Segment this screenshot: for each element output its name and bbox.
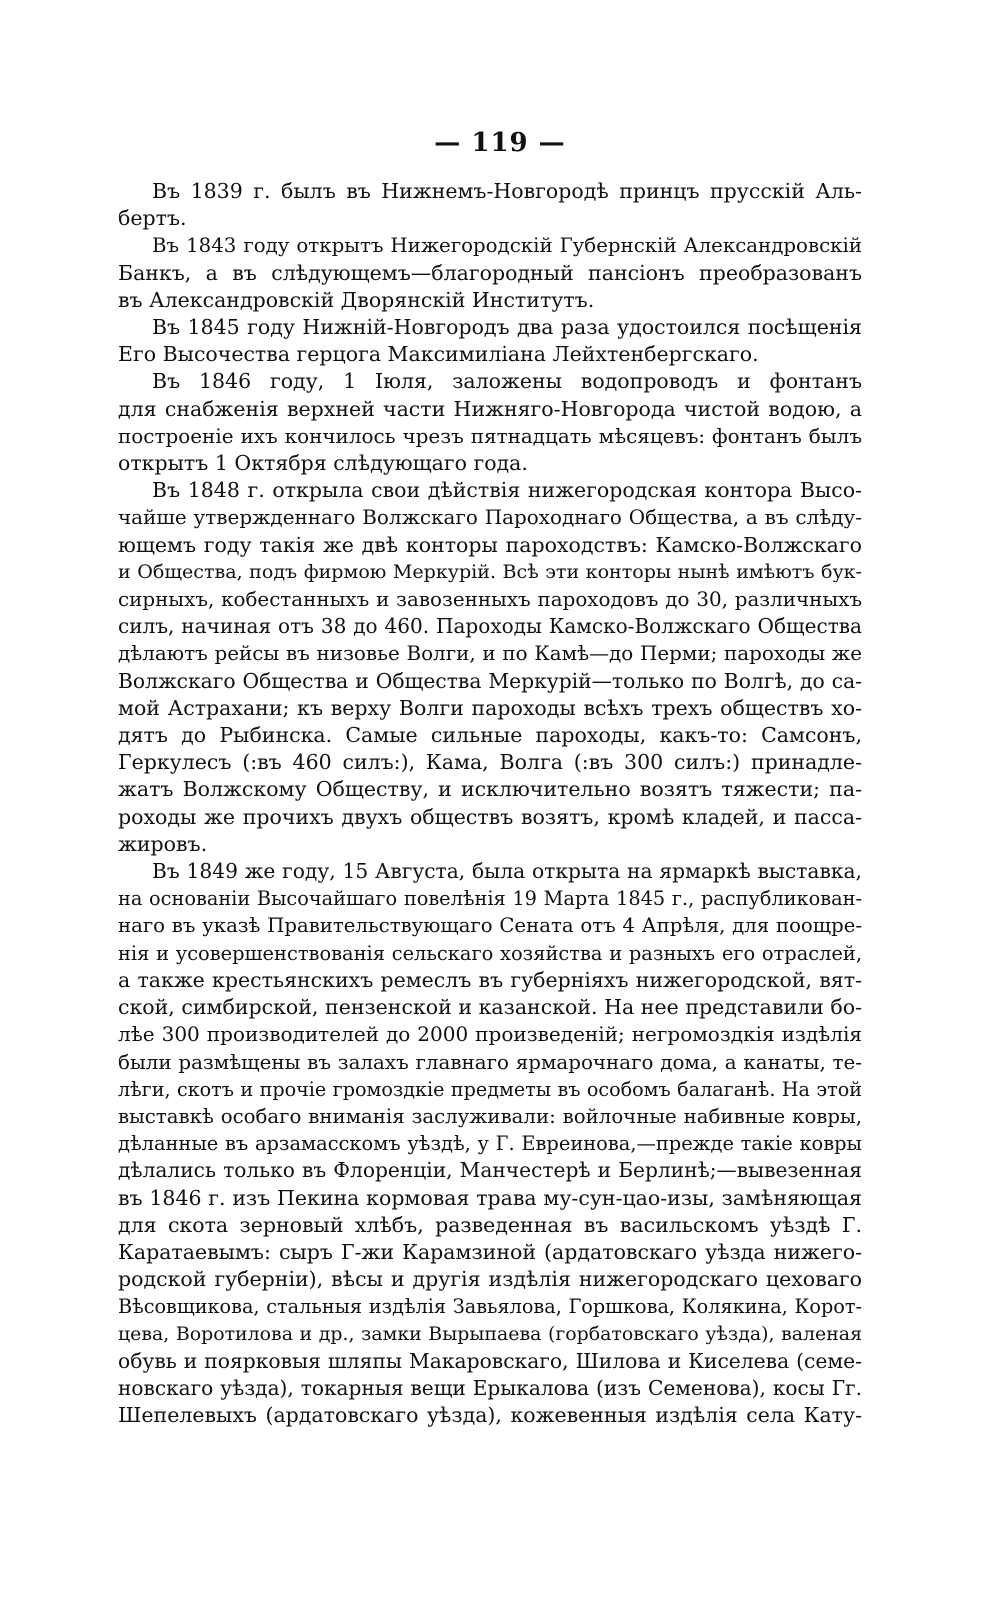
text-line: въ 1846 г. изъ Пекина кормовая трава му-сун-цао-изы, замѣняющая <box>118 1185 862 1210</box>
paragraph-1 <box>118 178 862 232</box>
page-body <box>118 178 862 1429</box>
text-line: Шепелевыхъ (ардатовскаго уѣзда), кожевенныя издѣлія села Кату- <box>118 1403 862 1428</box>
text-line: силъ, начиная отъ 38 до 460. Пароходы Камско-Волжскаго Общества <box>118 614 862 639</box>
text-line: дѣланные въ арзамасскомъ уѣздѣ, у Г. Евреинова,—прежде такіе ковры <box>118 1132 862 1156</box>
text-line: сирныхъ, кобестанныхъ и завозенныхъ пароходовъ до 30, различныхъ <box>118 588 862 612</box>
text-line: Въ 1849 же году, 15 Августа, была открыта на ярмаркѣ выставка, <box>152 859 862 884</box>
text-line: нія и усовершенствованія сельскаго хозяйства и разныхъ его отраслей, <box>118 941 862 965</box>
text-line: роходы же прочихъ двухъ обществъ возятъ, кромѣ кладей, и пасса- <box>118 804 862 829</box>
text-line: чайше утвержденнаго Волжскаго Пароходнаго Общества, а въ слѣду- <box>118 505 862 530</box>
text-line: дѣлались только въ Флоренціи, Манчестерѣ и Берлинѣ;—вывезенная <box>118 1158 862 1183</box>
text-line: Волжскаго Общества и Общества Меркурій—только по Волгѣ, до са- <box>118 668 862 693</box>
text-line: обувь и поярковыя шляпы Макаровскаго, Шилова и Киселева (семе- <box>118 1348 862 1373</box>
text-line: построеніе ихъ кончилось чрезъ пятнадцать мѣсяцевъ: фонтанъ былъ <box>118 423 862 448</box>
text-line: новскаго уѣзда), токарныя вещи Ерыкалова (изъ Семенова), косы Гг. <box>118 1375 862 1400</box>
text-line: для снабженія верхней части Нижняго-Новгорода чистой водою, а <box>118 396 862 421</box>
text-line: въ Александровскій Дворянскій Институтъ. <box>118 287 595 312</box>
text-line: Банкъ, а въ слѣдующемъ—благородный пансіонъ преобразованъ <box>118 260 862 285</box>
text-line: и Общества, подъ фирмою Меркурій. Всѣ эти конторы нынѣ имѣютъ бук- <box>118 560 862 583</box>
text-line: лѣги, скотъ и прочіе громоздкіе предметы въ особомъ балаганѣ. На этой <box>118 1077 862 1101</box>
page-number: — 119 — <box>434 128 566 158</box>
text-line: для скота зерновый хлѣбъ, разведенная въ васильскомъ уѣздѣ Г. <box>118 1212 862 1237</box>
text-line: Каратаевымъ: сыръ Г-жи Карамзиной (ардатовскаго уѣзда нижего- <box>118 1239 862 1264</box>
text-line: цева, Воротилова и др., замки Вырыпаева (горбатовскаго уѣзда), валеная <box>118 1322 862 1345</box>
text-line: ской, симбирской, пензенской и казанской. На нее представили бо- <box>118 995 862 1020</box>
text-line: на основаніи Высочайшаго повелѣнія 19 Марта 1845 г., распубликован- <box>118 887 862 911</box>
text-line: а также крестьянскихъ ремеслъ въ губерніяхъ нижегородской, вят- <box>118 967 862 992</box>
text-line: открытъ 1 Октября слѣдующаго года. <box>118 451 528 476</box>
paragraph-3 <box>118 314 862 368</box>
text-line: лѣе 300 производителей до 2000 произведеній; негромоздкія издѣлія <box>118 1022 862 1047</box>
text-line: выставкѣ особаго вниманія заслуживали: войлочные набивные ковры, <box>118 1104 862 1128</box>
text-line: Въ 1846 году, 1 Іюля, заложены водопроводъ и фонтанъ <box>152 369 862 394</box>
text-line: были размѣщены въ залахъ главнаго ярмарочнаго дома, а канаты, те- <box>118 1050 862 1074</box>
paragraph-4 <box>118 368 862 477</box>
paragraph-6 <box>118 858 862 1429</box>
text-line: наго въ указѣ Правительствующаго Сената отъ 4 Апрѣля, для поощре- <box>118 914 862 938</box>
text-line: Геркулесъ (:въ 460 силъ:), Кама, Волга (:въ 300 силъ:) принадле- <box>118 750 862 775</box>
text-line: Его Высочества герцога Максимиліана Лейхтенбергскаго. <box>118 342 759 367</box>
text-line: ющемъ году такія же двѣ конторы пароходствъ: Камско-Волжскаго <box>118 532 862 557</box>
text-line: Въ 1848 г. открыла свои дѣйствія нижегородская контора Высо- <box>152 478 862 503</box>
text-line: Вѣсовщикова, стальныя издѣлія Завьялова, Горшкова, Колякина, Корот- <box>118 1295 862 1319</box>
text-line: Въ 1843 году открытъ Нижегородскій Губернскій Александровскій <box>152 234 862 258</box>
paragraph-2 <box>118 232 862 314</box>
text-line: бертъ. <box>118 206 187 231</box>
paragraph-5 <box>118 477 862 858</box>
text-line: жировъ. <box>118 831 208 856</box>
text-line: Въ 1845 году Нижній-Новгородъ два раза удостоился посѣщенія <box>152 315 862 340</box>
text-line: Въ 1839 г. былъ въ Нижнемъ-Новгородѣ принцъ прусскій Аль- <box>152 179 862 203</box>
text-line: дятъ до Рыбинска. Самые сильные пароходы, какъ-то: Самсонъ, <box>118 723 862 748</box>
text-line: родской губерніи), вѣсы и другія издѣлія нижегородскаго цеховаго <box>118 1267 862 1292</box>
text-line: мой Астрахани; къ верху Волги пароходы всѣхъ трехъ обществъ хо- <box>118 695 862 720</box>
text-line: жатъ Волжскому Обществу, и исключительно возятъ тяжести; па- <box>118 777 862 802</box>
text-line: дѣлаютъ рейсы въ низовье Волги, и по Камѣ—до Перми; пароходы же <box>118 642 862 666</box>
